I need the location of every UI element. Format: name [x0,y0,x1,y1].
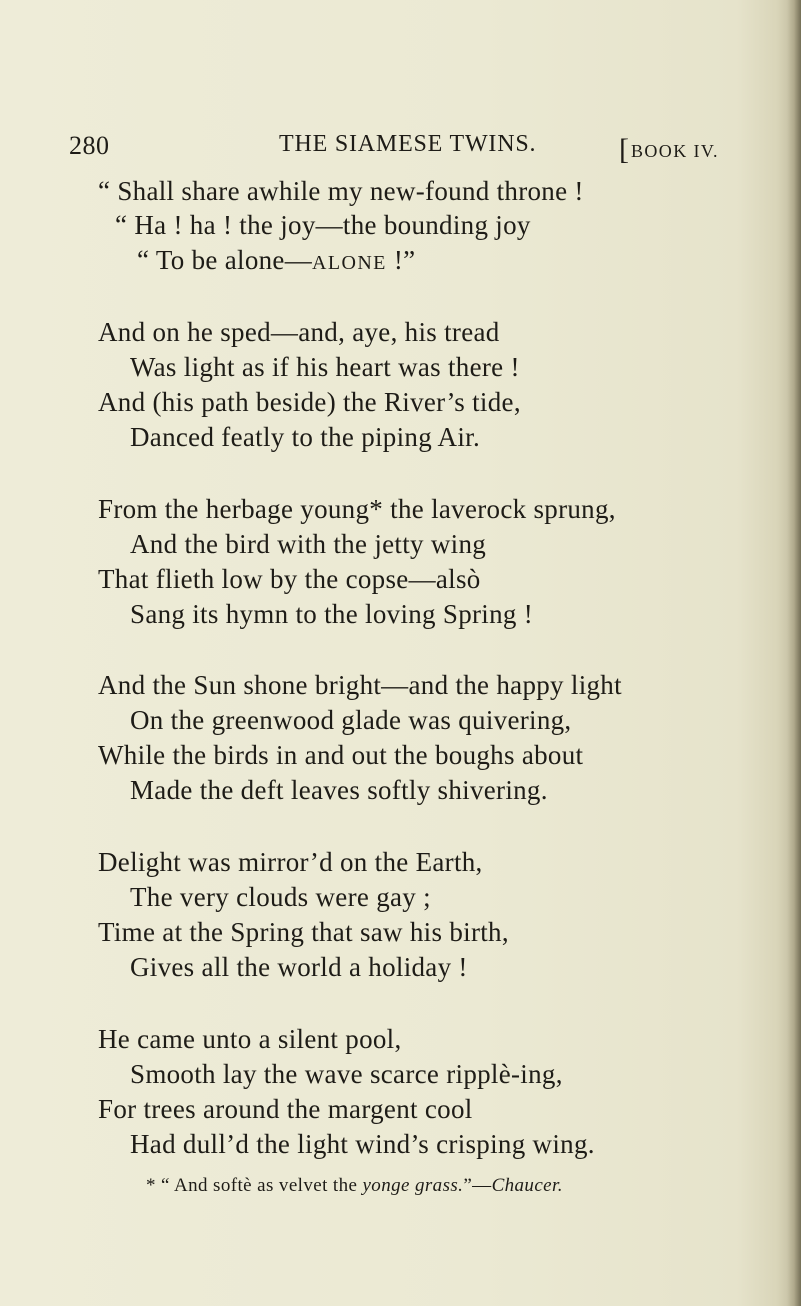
verse-line: “ Ha ! ha ! the joy—the bounding joy [115,210,531,240]
verse-line: While the birds in and out the boughs about [98,740,584,770]
running-title: THE SIAMESE TWINS. [279,131,537,157]
verse-line: The very clouds were gay ; [130,882,431,912]
verse-line: On the greenwood glade was quivering, [130,705,572,735]
book-bracket: [ [619,133,629,166]
verse-line: That flieth low by the copse—alsò [98,564,481,594]
verse-line: Time at the Spring that saw his birth, [98,917,509,947]
verse-line: Smooth lay the wave scarce ripplè-ing, [130,1059,563,1089]
verse-line: “ Shall share awhile my new-found throne ! [98,176,584,206]
verse-line: And on he sped—and, aye, his tread [98,317,500,347]
verse-line: Danced featly to the piping Air. [130,422,481,452]
verse-line: From the herbage young* the laverock sprung, [98,494,616,524]
verse-line: Had dull’d the light wind’s crisping wing. [130,1129,595,1159]
verse-line-start: “ To be alone— [137,245,313,275]
footnote-text: “ And softè as velvet the [155,1175,363,1196]
footnote-attribution: Chaucer. [491,1175,563,1196]
book-number: BOOK IV. [631,141,719,161]
verse-line: Was light as if his heart was there ! [130,352,520,382]
footnote-marker: * [146,1175,156,1196]
verse-line: Made the deft leaves softly shivering. [130,775,548,805]
verse-line: Gives all the world a holiday ! [130,952,468,982]
verse-line: And (his path beside) the River’s tide, [98,387,521,417]
small-caps-alone: ALONE [312,252,387,274]
verse-line: Sang its hymn to the loving Spring ! [130,599,534,629]
verse-line: For trees around the margent cool [98,1094,473,1124]
page-number: 280 [69,131,110,160]
verse-line: Delight was mirror’d on the Earth, [98,847,483,877]
page-edge-shadow [787,0,801,1306]
verse-line: He came unto a silent pool, [98,1024,402,1054]
verse-line [137,247,415,274]
verse-line: And the bird with the jetty wing [130,529,487,559]
page-header [0,131,801,165]
book-label [619,131,719,165]
verse-line-end: !” [386,245,416,275]
footnote-closing: ”— [463,1175,492,1196]
footnote [146,1175,563,1197]
verse-line: And the Sun shone bright—and the happy light [98,670,622,700]
footnote-italic-phrase: yonge grass. [362,1175,464,1196]
